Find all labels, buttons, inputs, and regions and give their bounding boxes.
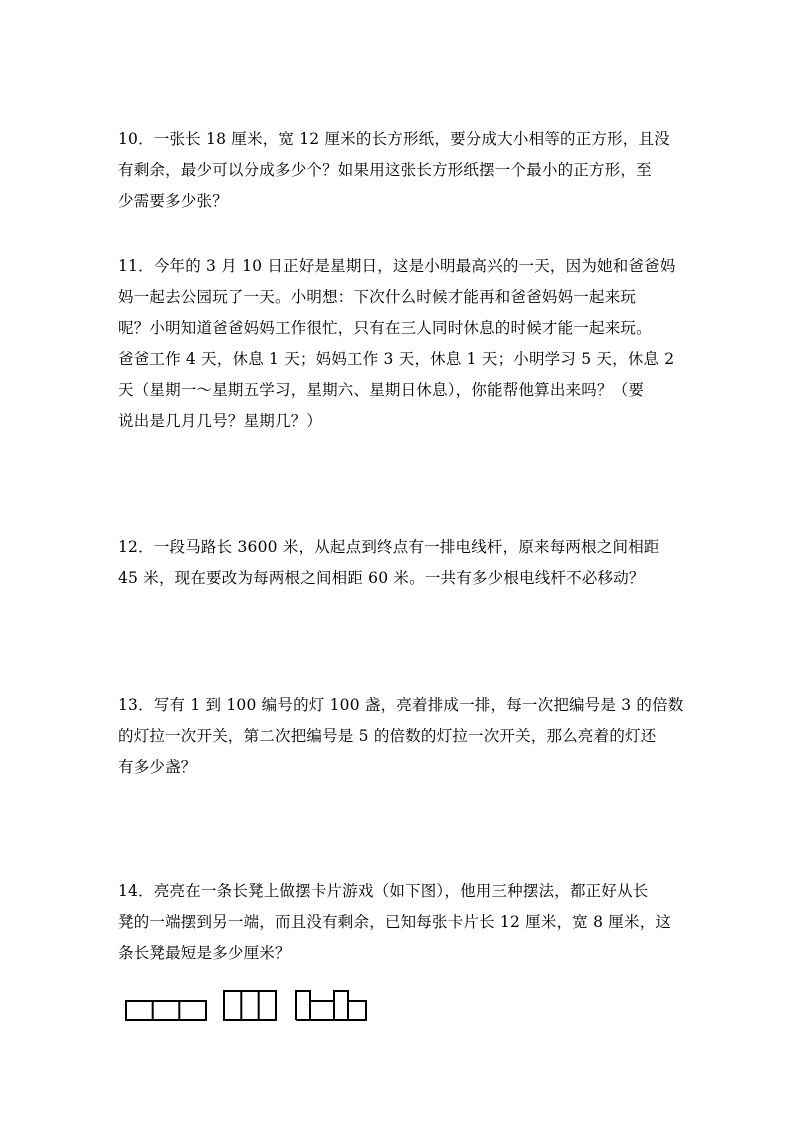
problem-14: [118, 876, 678, 969]
arrangement-vertical: [224, 991, 276, 1020]
problem-line: 13．写有 1 到 100 编号的灯 100 盏，亮着排成一排，每一次把编号是 3 的倍数: [118, 696, 684, 714]
problem-line: 10．一张长 18 厘米，宽 12 厘米的长方形纸，要分成大小相等的正方形，且没: [118, 130, 670, 148]
card-horizontal: [126, 1001, 206, 1020]
problem-13: [118, 690, 684, 783]
problem-line: 天（星期一～星期五学习，星期六、星期日休息），你能帮他算出来吗？（要: [118, 381, 645, 399]
problem-line: 11．今年的 3 月 10 日正好是星期日，这是小明最高兴的一天，因为她和爸爸妈: [118, 257, 676, 275]
problem-line: 妈一起去公园玩了一天。小明想：下次什么时候才能再和爸爸妈妈一起来玩: [118, 288, 637, 306]
problem-line: 条长凳最短是多少厘米？: [118, 944, 291, 962]
problem-line: 45 米，现在要改为每两根之间相距 60 米。一共有多少根电线杆不必移动？: [118, 569, 645, 587]
problem-line: 爸爸工作 4 天，休息 1 天；妈妈工作 3 天，休息 1 天；小明学习 5 天，休息 2: [118, 350, 675, 368]
card-vertical: [224, 991, 276, 1020]
problem-12: [118, 532, 678, 594]
problem-line: 说出是几月几号？星期几？）: [118, 412, 323, 430]
problem-line: 呢？小明知道爸爸妈妈工作很忙，只有在三人同时休息的时候才能一起来玩。: [118, 319, 652, 337]
problem-line: 少需要多少张？: [118, 192, 228, 210]
problem-line: 有多少盏？: [118, 758, 197, 776]
problem-line: 14．亮亮在一条长凳上做摆卡片游戏（如下图），他用三种摆法，都正好从长: [118, 882, 649, 900]
arrangement-mixed: [296, 991, 366, 1020]
problem-11: [118, 251, 678, 437]
card-arrangement-svg: [124, 988, 374, 1024]
problem-10: [118, 124, 678, 217]
card-mixed-outline: [296, 991, 366, 1020]
problem-line: 的灯拉一次开关，第二次把编号是 5 的倍数的灯拉一次开关，那么亮着的灯还: [118, 727, 657, 745]
problem-line: 凳的一端摆到另一端，而且没有剩余，已知每张卡片长 12 厘米，宽 8 厘米，这: [118, 913, 672, 931]
problem-line: 有剩余，最少可以分成多少个？如果用这张长方形纸摆一个最小的正方形，至: [118, 161, 652, 179]
card-arrangement-figure: [124, 988, 374, 1024]
problem-line: 12．一段马路长 3600 米，从起点到终点有一排电线杆，原来每两根之间相距: [118, 538, 660, 556]
arrangement-horizontal: [126, 1001, 206, 1020]
